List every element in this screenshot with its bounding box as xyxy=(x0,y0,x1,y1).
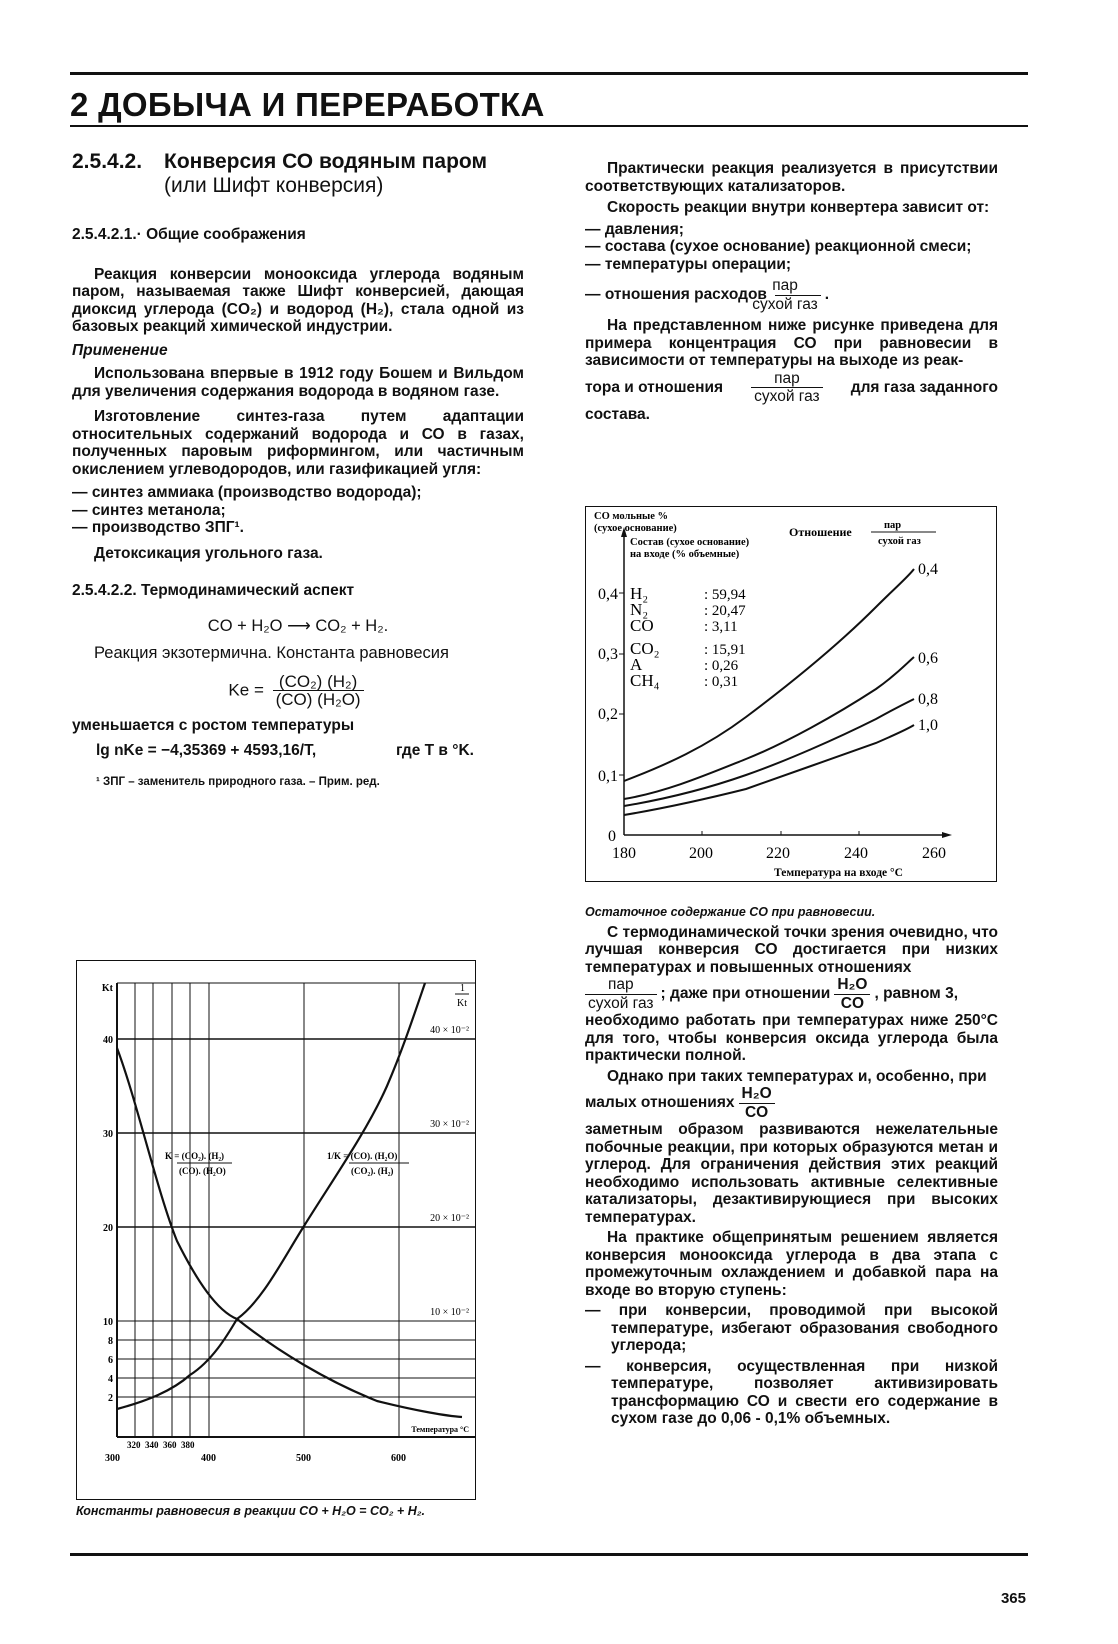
h2o-co-fraction-2 xyxy=(739,1085,775,1121)
figure-equilibrium-constants xyxy=(76,960,476,1500)
x-tick-300: 300 xyxy=(105,1453,120,1464)
x-tick-260: 260 xyxy=(922,845,946,862)
syngas-paragraph: Изготовление синтез-газа путем адаптации относительных содержаний водорода и СО в газах, полученных паровым риформингом, или частичным окислением углеводородов, или газификацией угля: xyxy=(72,408,524,478)
intro-paragraph: Реакция конверсии монооксида углерода водяным паром, называемая также Шифт конверсией, дающая диоксид углерода (CO₂) и водород (H₂), стала одной из базовых реакций химической индустрии. xyxy=(72,265,524,335)
list-item-text: отношения расходов xyxy=(604,286,767,304)
however-paragraph: Однако при таких температурах и, особенно, при xyxy=(607,1067,987,1085)
application-heading: Применение xyxy=(72,341,168,359)
section-heading xyxy=(72,150,524,198)
thermo-paragraph: С термодинамической точки зрения очевидно, что лучшая конверсия СО достигается при низких температурах и повышенных отношениях xyxy=(585,923,998,976)
right-column-bottom xyxy=(585,904,998,1428)
y-tick-10: 10 xyxy=(103,1317,113,1328)
right-column-top xyxy=(585,160,998,423)
comp-co2-value: : 15,91 xyxy=(704,642,746,658)
figure-intro-end: состава. xyxy=(585,405,650,423)
factors-list xyxy=(585,221,998,314)
detox-paragraph: Детоксикация угольного газа. xyxy=(94,544,323,562)
ratio-text-2: , равном 3, xyxy=(874,985,959,1003)
y2-tick-30: 30 × 10⁻² xyxy=(430,1119,469,1130)
legend-title: Отношение xyxy=(789,525,852,539)
list-item: — отношения расходов $\frac{\text{пар}}{\text{сухой газ}}$ . xyxy=(585,277,830,313)
practice-paragraph: На практике общепринятым решением является конверсия монооксида углерода в два этапа с промежуточным охлаждением и добавкой пара на входе во вторую ступень: xyxy=(585,1229,998,1299)
y-tick-0-1: 0,1 xyxy=(598,768,618,785)
figure-co-residual xyxy=(585,506,997,882)
right-figure-caption: Остаточное содержание СО при равновесии. xyxy=(585,905,876,919)
x-tick-380: 380 xyxy=(181,1440,195,1450)
lg-formula: lg nKe = −4,35369 + 4593,16/T, xyxy=(96,742,317,759)
list-item: — конверсия, осуществленная при низкой температуре, позволяет активизировать трансформацию СО и свести его содержание в сухом газе до 0,06 - 0,1% объемных. xyxy=(585,1357,999,1427)
x-axis-label: Температура °C xyxy=(411,1425,469,1434)
list-item-text: синтез аммиака (производство водорода); xyxy=(91,484,422,501)
y-axis-label: CO мольные % xyxy=(594,511,668,522)
section-title-bold: Конверсия СО водяным паром xyxy=(164,150,487,173)
fraction-num: пар xyxy=(775,277,821,296)
side-reactions-paragraph: заметным образом развиваются нежелательные побочные реакции, при которых образуются метан и углерод. Для ограничения действия этих реакций необходимо использовать активные селективные катализаторы, дезактивирующиеся при высоких температурах. xyxy=(585,1121,998,1226)
list-item: — синтез аммиака (производство водорода); xyxy=(72,484,422,501)
list-item: — при конверсии, проводимой при высокой температуре, избегают образования свободного углерода; xyxy=(585,1302,998,1354)
legend-frac-den: сухой газ xyxy=(878,536,921,547)
composition-title: Состав (сухое основание) xyxy=(630,537,750,548)
x-tick-600: 600 xyxy=(391,1453,406,1464)
fraction-num: пар xyxy=(585,976,657,995)
exothermic-text: Реакция экзотермична. Константа равновесия xyxy=(94,644,449,662)
list-item-text: производство ЗПГ¹. xyxy=(91,519,244,536)
decrease-text: уменьшается с ростом температуры xyxy=(72,716,355,734)
lg-formula-line xyxy=(72,742,524,760)
x-tick-200: 200 xyxy=(689,845,713,862)
inv-k-formula-annotation: 1/K = (CO). (H₂O) xyxy=(327,1151,398,1161)
y-tick-40: 40 xyxy=(103,1035,113,1046)
y-tick-20: 20 xyxy=(103,1223,113,1234)
header-rule xyxy=(70,125,1028,127)
fraction-den: сухой газ xyxy=(754,388,820,405)
ke-formula xyxy=(72,673,524,709)
x-axis-label: Температура на входе °C xyxy=(774,867,903,879)
fraction-num: H₂O xyxy=(739,1085,775,1104)
uses-list xyxy=(72,484,524,537)
y2-tick-20: 20 × 10⁻² xyxy=(430,1213,469,1224)
page-number: 365 xyxy=(1000,1590,1026,1607)
curve-0-8 xyxy=(624,699,914,806)
y2-tick-40: 40 × 10⁻² xyxy=(430,1025,469,1036)
fraction-num: пар xyxy=(751,370,823,389)
reaction-equation: CO + H₂O ⟶ CO₂ + H₂. xyxy=(207,616,389,635)
figure-intro-text: тора и отношения xyxy=(585,378,724,396)
x-tick-340: 340 xyxy=(145,1440,159,1450)
lg-where: где T в °K. xyxy=(396,742,474,759)
composition-title-2: на входе (% объемные) xyxy=(630,549,740,560)
k-formula-den: (CO). (H₂O) xyxy=(179,1166,226,1176)
y-axis-label-kt: Kt xyxy=(101,983,113,994)
series-label-0-4: 0,4 xyxy=(918,561,938,578)
fraction-den: CO xyxy=(840,994,864,1012)
y-tick-8: 8 xyxy=(108,1336,113,1347)
small-ratio-line xyxy=(585,1085,998,1121)
comp-a: A xyxy=(630,655,643,674)
application-paragraph: Использована впервые в 1912 году Бошем и Вильдом для увеличения содержания водорода в водяном газе. xyxy=(72,365,524,400)
figure-intro-paragraph: На представленном ниже рисунке приведена для примера концентрация СО при равновесии в зависимости от температуры на выходе из реак- xyxy=(585,317,998,369)
fraction-den: сухой газ xyxy=(752,295,818,313)
ke-numerator: (CO₂) (H₂) xyxy=(273,673,364,692)
y-tick-6: 6 xyxy=(108,1355,113,1366)
temperature-paragraph: необходимо работать при температурах ниже 250°C для того, чтобы конверсия оксида углерода была практически полной. xyxy=(585,1012,998,1064)
comp-h2-value: : 59,94 xyxy=(704,587,746,603)
subsection-1-title: 2.5.4.2.1.· Общие соображения xyxy=(72,226,306,243)
chapter-title: 2 ДОБЫЧА И ПЕРЕРАБОТКА xyxy=(70,86,545,123)
h2o-co-fraction xyxy=(834,976,870,1012)
comp-n2-value: : 20,47 xyxy=(704,603,746,619)
x-tick-500: 500 xyxy=(296,1453,311,1464)
left-column xyxy=(72,150,524,791)
comp-ch4: CH₄ xyxy=(630,671,660,690)
left-figure-caption: Константы равновесия в реакции CO + H₂O = CO₂ + H₂. xyxy=(76,1504,425,1518)
legend-frac-num: пар xyxy=(884,520,902,531)
small-ratio-text: малых отношениях xyxy=(585,1094,735,1112)
list-item-text: температуры операции; xyxy=(604,255,792,273)
x-tick-240: 240 xyxy=(844,845,868,862)
bottom-rule xyxy=(70,1553,1028,1556)
list-item: — состава (сухое основание) реакционной смеси; xyxy=(585,238,972,255)
top-rule xyxy=(70,72,1028,75)
list-item-text: давления; xyxy=(604,220,684,238)
equilibrium-chart xyxy=(77,961,475,1499)
co-residual-chart xyxy=(586,507,996,881)
ratio-text: ; даже при отношении xyxy=(660,985,831,1003)
y-tick-2: 2 xyxy=(108,1393,113,1404)
comp-h2: H₂ xyxy=(630,584,649,603)
comp-a-value: : 0,26 xyxy=(704,658,739,674)
curve-0-6 xyxy=(624,657,914,799)
comp-n2: N₂ xyxy=(630,600,649,619)
y-tick-0: 0 xyxy=(608,828,616,845)
list-item-text: при конверсии, проводимой при высокой температуре, избегают образования свободного углерода; xyxy=(611,1302,998,1354)
figure-intro-line xyxy=(585,370,998,406)
comp-co: CO xyxy=(630,616,654,635)
y-tick-0-2: 0,2 xyxy=(598,706,618,723)
comp-co2: CO₂ xyxy=(630,639,660,658)
steam-dry-gas-fraction xyxy=(752,277,821,313)
x-tick-360: 360 xyxy=(163,1440,177,1450)
y-tick-30: 30 xyxy=(103,1129,113,1140)
list-item: — давления; xyxy=(585,220,684,238)
x-tick-220: 220 xyxy=(766,845,790,862)
fraction-den: сухой газ xyxy=(588,994,654,1012)
steam-dry-gas-fraction-3 xyxy=(585,976,657,1012)
subsection-2-title: 2.5.4.2.2. Термодинамический аспект xyxy=(72,582,355,599)
list-item: — синтез метанола; xyxy=(72,501,226,519)
steam-dry-gas-fraction-2 xyxy=(751,370,823,406)
list-item-text: синтез метанола; xyxy=(91,501,226,519)
fraction-num: H₂O xyxy=(834,976,870,995)
fraction-den: CO xyxy=(744,1103,769,1121)
x-tick-320: 320 xyxy=(127,1440,141,1450)
k-formula-annotation: K = (CO₂). (H₂) xyxy=(165,1151,225,1161)
series-label-0-8: 0,8 xyxy=(918,691,938,708)
y-axis-label-2: (сухое основание) xyxy=(594,523,677,534)
section-title-light: (или Шифт конверсия) xyxy=(164,174,384,197)
list-item: — температуры операции; xyxy=(585,255,792,273)
ke-denominator: (CO) (H₂O) xyxy=(275,690,361,709)
series-label-1-0: 1,0 xyxy=(918,717,938,734)
inv-k-formula-den: (CO₂). (H₂) xyxy=(351,1166,394,1176)
y2-axis-label: 1 xyxy=(460,983,465,994)
stages-list xyxy=(585,1302,998,1428)
ratio-line xyxy=(585,976,998,1012)
list-item-text: конверсия, осуществленная при низкой температуре, позволяет активизировать трансформацию СО и свести его содержание в сухом газе до 0,06 - 0,1% объемных. xyxy=(611,1357,999,1427)
section-number: 2.5.4.2. xyxy=(72,150,143,173)
y2-axis-label-den: Kt xyxy=(457,998,467,1009)
list-item: — производство ЗПГ¹. xyxy=(72,519,244,536)
comp-ch4-value: : 0,31 xyxy=(704,674,739,690)
list-item-text: состава (сухое основание) реакционной смеси; xyxy=(604,238,972,255)
y-tick-4: 4 xyxy=(108,1374,113,1385)
footnote: ¹ ЗПГ – заменитель природного газа. – Прим. ред. xyxy=(96,775,380,788)
ke-label: Ke = xyxy=(228,679,264,699)
x-tick-400: 400 xyxy=(201,1453,216,1464)
section-title xyxy=(164,150,524,198)
catalyst-paragraph: Практически реакция реализуется в присутствии соответствующих катализаторов. xyxy=(585,160,998,195)
x-tick-180: 180 xyxy=(612,845,636,862)
ke-fraction xyxy=(273,673,364,709)
y-tick-0-4: 0,4 xyxy=(598,586,618,603)
y-tick-0-3: 0,3 xyxy=(598,646,618,663)
comp-co-value: : 3,11 xyxy=(704,619,738,635)
figure-intro-text-2: для газа заданного xyxy=(850,378,998,396)
y2-tick-10: 10 × 10⁻² xyxy=(430,1307,469,1318)
series-label-0-6: 0,6 xyxy=(918,650,938,667)
speed-paragraph: Скорость реакции внутри конвертера зависит от: xyxy=(607,199,990,216)
curve-1-0 xyxy=(624,725,914,815)
